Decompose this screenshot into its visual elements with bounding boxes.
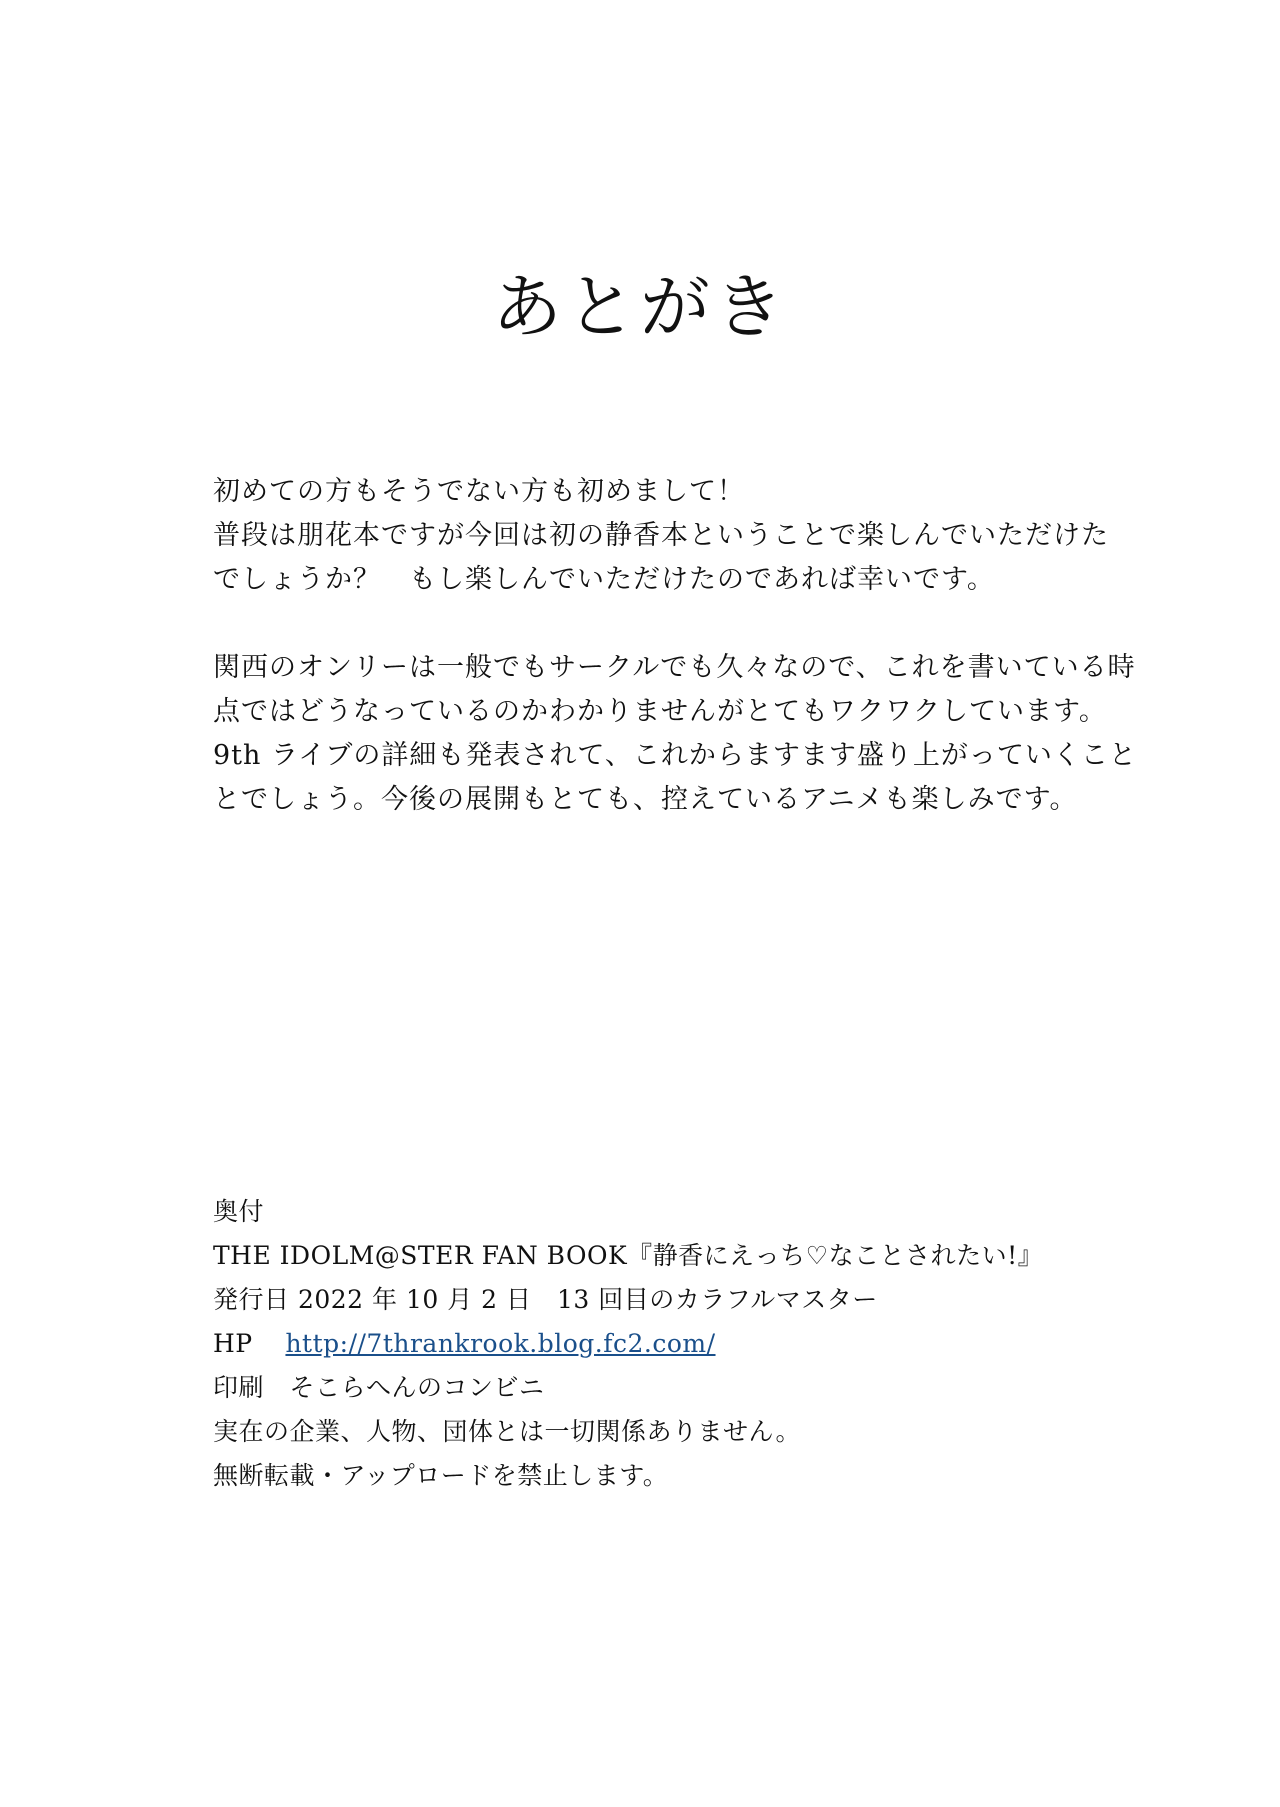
printing-info: 印刷 そこらへんのコンビニ xyxy=(213,1373,545,1402)
afterword-line: 9th ライブの詳細も発表されて、これからますます盛り上がっていくこと xyxy=(213,740,1137,771)
afterword-line: でしょうか？ もし楽しんでいただけたのであれば幸いです。 xyxy=(213,564,995,595)
afterword-line: 初めての方もそうでない方も初めまして！ xyxy=(213,476,745,507)
colophon xyxy=(213,1190,1113,1498)
afterword-line: とでしょう。今後の展開もとても、控えているアニメも楽しみです。 xyxy=(213,784,1078,815)
homepage-label: HP xyxy=(213,1329,253,1358)
homepage-link[interactable]: http://7thrankrook.blog.fc2.com/ xyxy=(285,1329,716,1358)
afterword-line: 普段は朋花本ですが今回は初の静香本ということで楽しんでいただけた xyxy=(213,520,1109,551)
homepage-row xyxy=(213,1322,1113,1366)
disclaimer: 実在の企業、人物、団体とは一切関係ありません。 xyxy=(213,1417,802,1446)
afterword-paragraph-1 xyxy=(213,470,1109,602)
afterword-line: 関西のオンリーは一般でもサークルでも久々なので、これを書いている時 xyxy=(213,652,1136,683)
afterword-paragraph-2 xyxy=(213,646,1137,822)
colophon-heading: 奥付 xyxy=(213,1197,265,1226)
afterword-line: 点ではどうなっているのかわかりませんがとてもワクワクしています。 xyxy=(213,696,1107,727)
book-title: THE IDOLM@STER FAN BOOK『静香にえっち♡なことされたい!』 xyxy=(213,1241,1044,1270)
page-title: あとがき xyxy=(492,266,788,348)
afterword-body xyxy=(213,470,1137,822)
publish-date: 発行日 2022 年 10 月 2 日 13 回目のカラフルマスター xyxy=(213,1285,878,1314)
no-reprint-notice: 無断転載・アップロードを禁止します。 xyxy=(213,1461,669,1490)
